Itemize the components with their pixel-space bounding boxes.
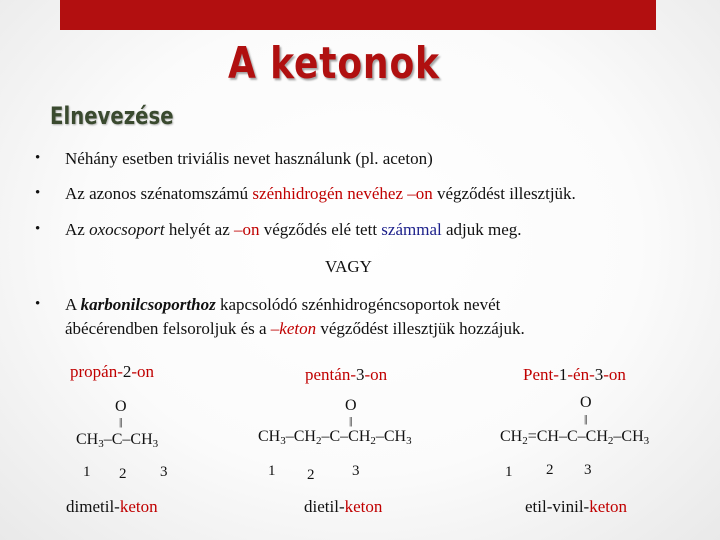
example-3-carbon-number-1: 1 <box>505 464 513 480</box>
bullet-oxo-position: • Az oxocsoport helyét az –on végződés elé tett számmal adjuk meg. <box>35 218 695 242</box>
example-2-carbon-number-3: 3 <box>352 463 360 479</box>
example-3-carbon-number-3: 3 <box>584 462 592 478</box>
bullet-dot-icon: • <box>35 185 41 201</box>
bullet-trivial-name: • Néhány esetben triviális nevet használunk (pl. aceton) <box>35 147 695 171</box>
example-2-carbon-number-1: 1 <box>268 463 276 479</box>
slide-subtitle: Elnevezése <box>50 102 174 130</box>
slide-title: A ketonok <box>228 38 440 89</box>
example-1-formula: $CH_3-C-CH_3$ <box>76 431 159 450</box>
example-1-carbon-number-2: 2 <box>119 466 127 482</box>
example-1-oxygen: O <box>115 398 127 415</box>
example-2-oxygen: O <box>345 397 357 414</box>
vagy-separator: VAGY <box>325 257 372 276</box>
example-3-common-name: etil-vinil-keton <box>525 497 627 516</box>
bullet-dot-icon: • <box>35 221 41 237</box>
top-accent-bar <box>60 0 656 30</box>
example-1-double-bond: || <box>119 416 122 428</box>
example-2-iupac-name: pentán-3-on <box>305 365 388 384</box>
example-2-carbon-number-2: 2 <box>307 467 315 483</box>
bullet-dot-icon: • <box>35 296 41 312</box>
bullet-hydrocarbon-rule: • Az azonos szénatomszámú szénhidrogén nevéhez –on végződést illesztjük. <box>35 182 695 206</box>
example-2-formula: $CH_3-CH_2-C-CH_2-CH_3$ <box>258 428 412 447</box>
example-3-double-bond: || <box>584 413 587 425</box>
example-1-common-name: dimetil-keton <box>66 497 158 516</box>
example-3-formula: $CH_2=CH-C-CH_2-CH_3$ <box>500 428 650 447</box>
example-3-oxygen: O <box>580 394 592 411</box>
bullet-carbonyl-rule: • A karbonilcsoporthoz kapcsolódó szénhidrogéncsoportok nevét ábécérendben felsoroljuk és a –keton végződést illesztjük hozzájuk. <box>35 293 695 341</box>
example-3-iupac-name: Pent-1-én-3-on <box>523 365 626 384</box>
example-3-carbon-number-2: 2 <box>546 462 554 478</box>
example-2-common-name: dietil-keton <box>304 497 383 516</box>
example-2-double-bond: || <box>349 415 352 427</box>
bullet-dot-icon: • <box>35 150 41 166</box>
example-1-carbon-number-1: 1 <box>83 464 91 480</box>
example-1-iupac-name: propán-2-on <box>70 362 155 381</box>
example-1-carbon-number-3: 3 <box>160 464 168 480</box>
